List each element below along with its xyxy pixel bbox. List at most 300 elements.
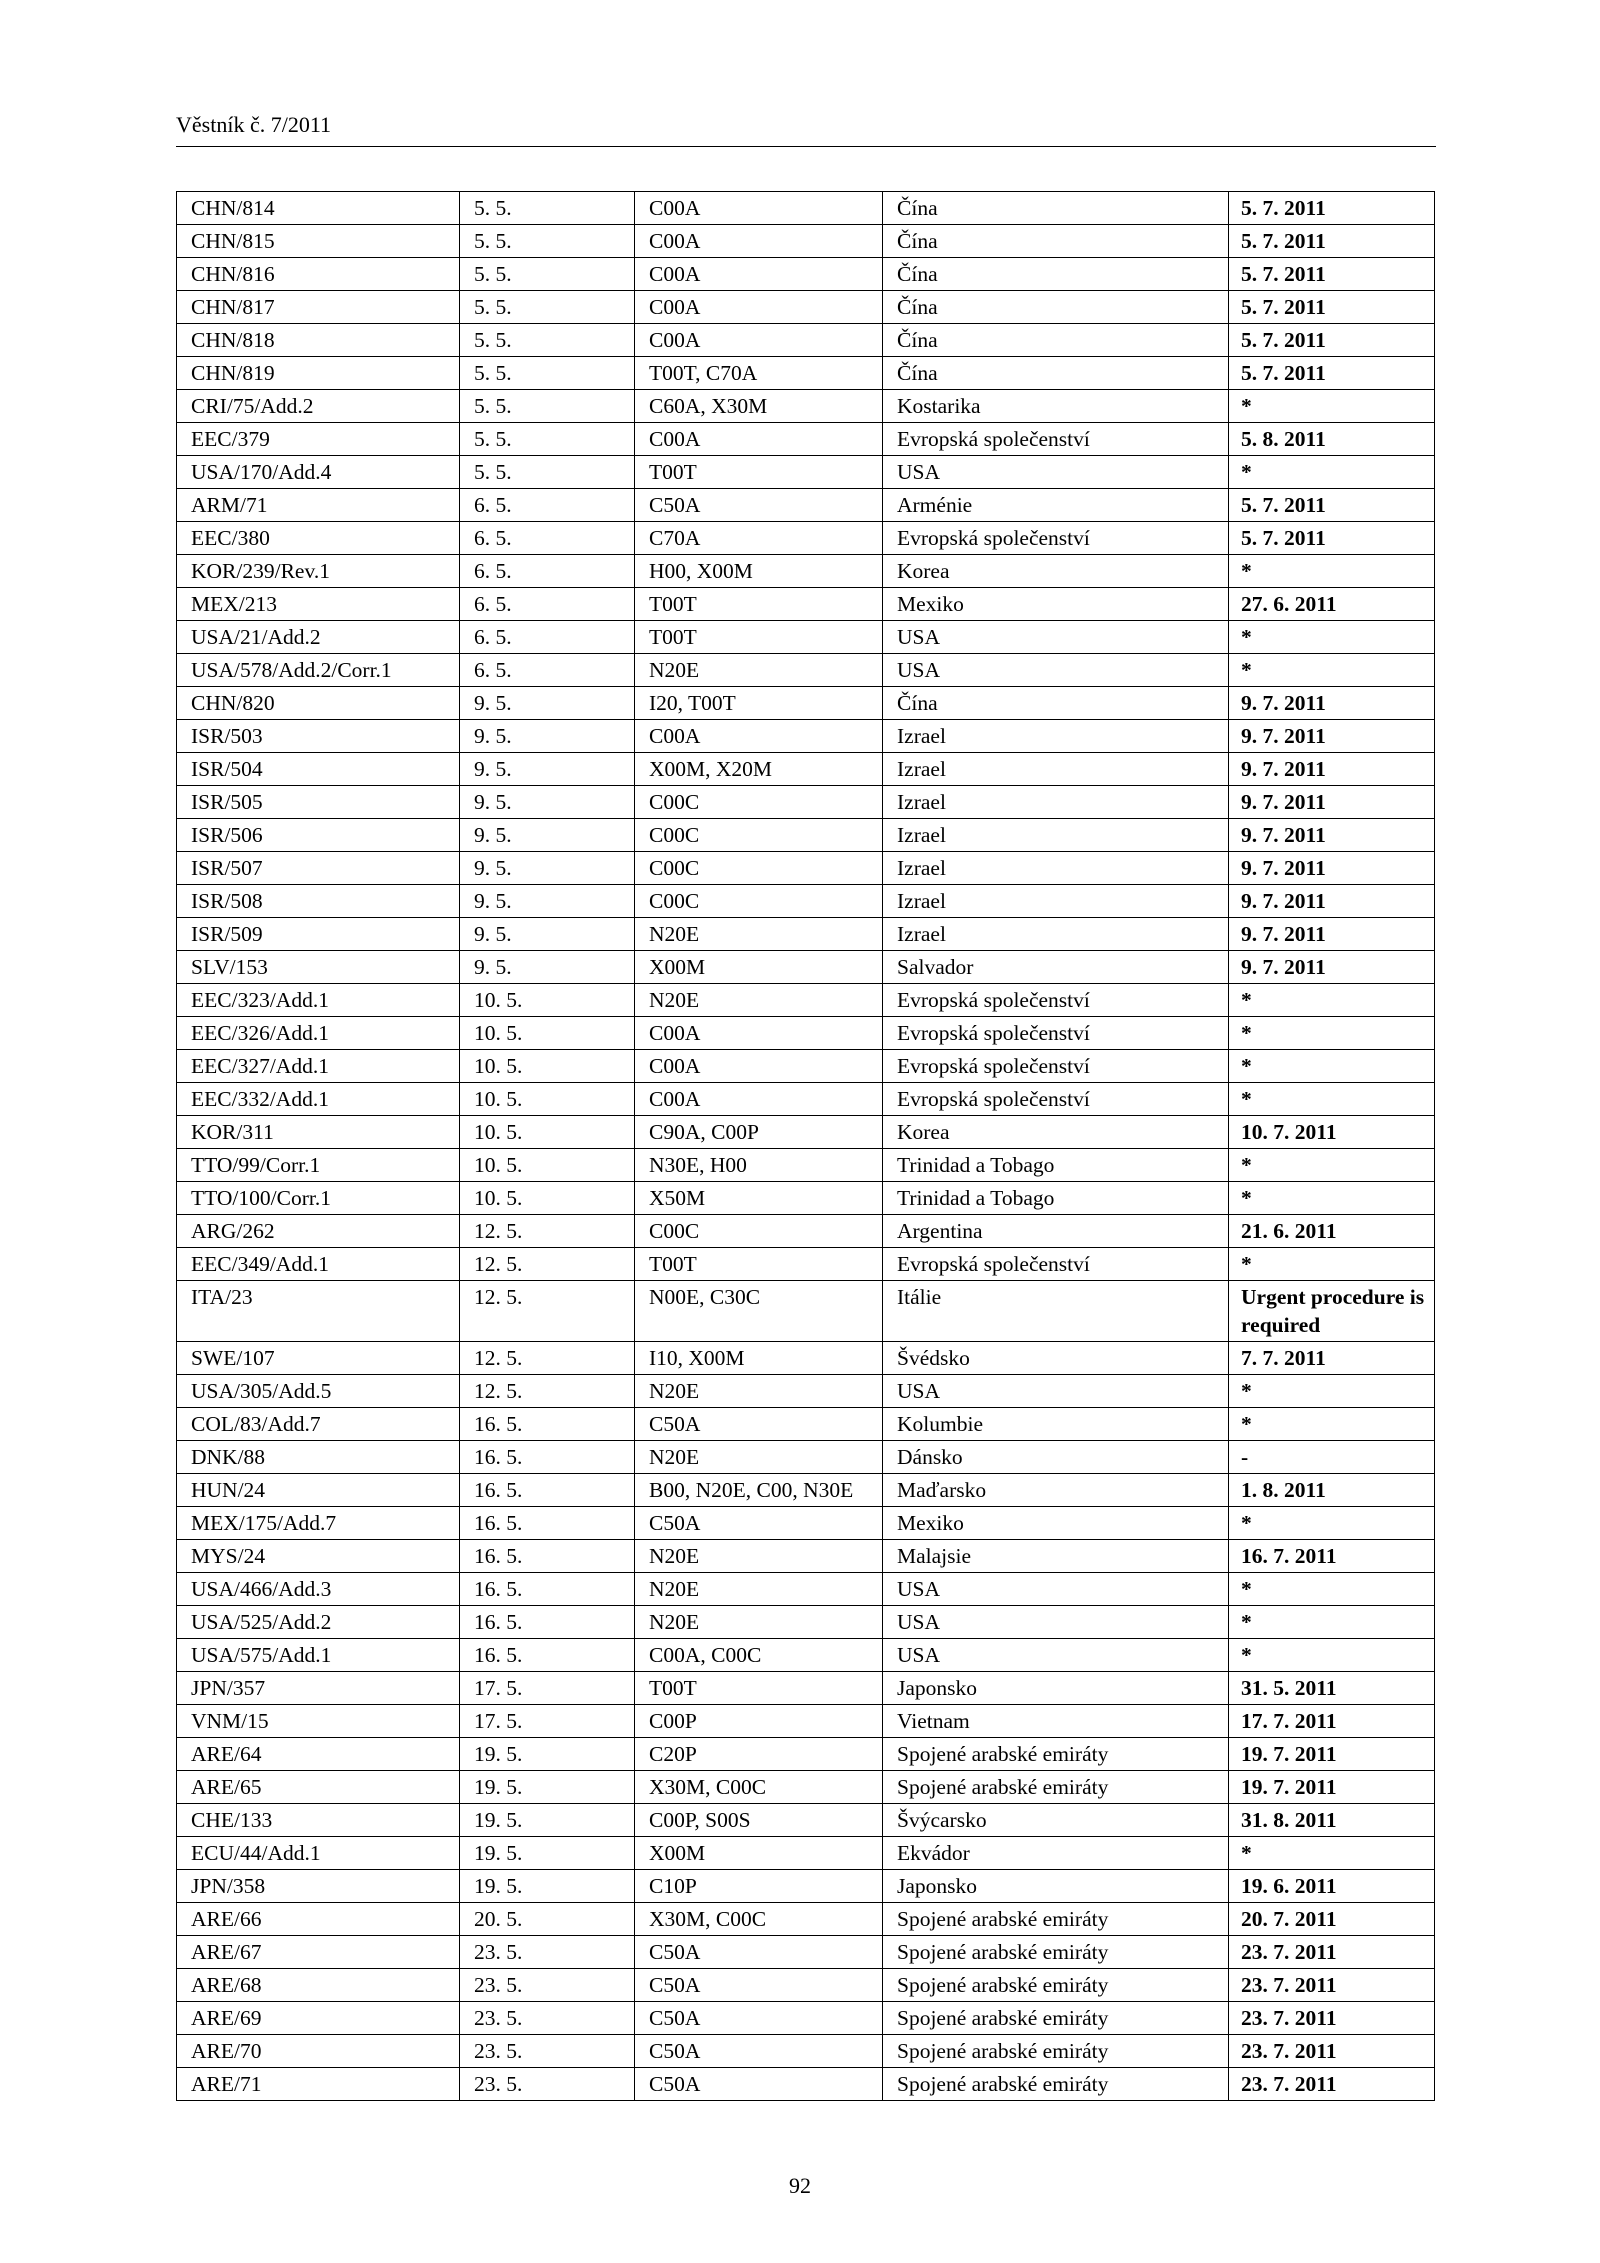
country-cell: Vietnam xyxy=(883,1705,1229,1738)
table-row xyxy=(177,357,1435,390)
table-row xyxy=(177,1116,1435,1149)
deadline-cell: * xyxy=(1229,1375,1435,1408)
document-code-cell: EEC/379 xyxy=(177,423,460,456)
document-code-cell: EEC/349/Add.1 xyxy=(177,1248,460,1281)
date-cell: 9. 5. xyxy=(460,687,635,720)
document-code-cell: ISR/505 xyxy=(177,786,460,819)
deadline-cell: 19. 7. 2011 xyxy=(1229,1738,1435,1771)
table-row xyxy=(177,1738,1435,1771)
table-row xyxy=(177,687,1435,720)
deadline-cell: 5. 7. 2011 xyxy=(1229,522,1435,555)
table-row xyxy=(177,819,1435,852)
country-cell: Spojené arabské emiráty xyxy=(883,2035,1229,2068)
product-code-cell: N20E xyxy=(635,1540,883,1573)
deadline-cell: * xyxy=(1229,1606,1435,1639)
country-cell: Malajsie xyxy=(883,1540,1229,1573)
table-row xyxy=(177,225,1435,258)
document-code-cell: ARE/70 xyxy=(177,2035,460,2068)
product-code-cell: C50A xyxy=(635,2035,883,2068)
document-code-cell: ISR/504 xyxy=(177,753,460,786)
document-code-cell: EEC/380 xyxy=(177,522,460,555)
date-cell: 5. 5. xyxy=(460,423,635,456)
document-code-cell: ARE/64 xyxy=(177,1738,460,1771)
country-cell: Spojené arabské emiráty xyxy=(883,1738,1229,1771)
product-code-cell: H00, X00M xyxy=(635,555,883,588)
product-code-cell: C50A xyxy=(635,2002,883,2035)
date-cell: 9. 5. xyxy=(460,885,635,918)
document-code-cell: USA/21/Add.2 xyxy=(177,621,460,654)
deadline-cell: 5. 7. 2011 xyxy=(1229,357,1435,390)
document-code-cell: DNK/88 xyxy=(177,1441,460,1474)
table-row xyxy=(177,192,1435,225)
deadline-cell: * xyxy=(1229,1149,1435,1182)
date-cell: 19. 5. xyxy=(460,1837,635,1870)
date-cell: 12. 5. xyxy=(460,1248,635,1281)
date-cell: 16. 5. xyxy=(460,1474,635,1507)
deadline-cell: * xyxy=(1229,456,1435,489)
deadline-cell: * xyxy=(1229,555,1435,588)
date-cell: 17. 5. xyxy=(460,1672,635,1705)
document-code-cell: USA/525/Add.2 xyxy=(177,1606,460,1639)
product-code-cell: X00M xyxy=(635,1837,883,1870)
document-code-cell: JPN/358 xyxy=(177,1870,460,1903)
product-code-cell: C00A xyxy=(635,192,883,225)
product-code-cell: C00P, S00S xyxy=(635,1804,883,1837)
product-code-cell: C60A, X30M xyxy=(635,390,883,423)
country-cell: USA xyxy=(883,1639,1229,1672)
document-code-cell: HUN/24 xyxy=(177,1474,460,1507)
date-cell: 12. 5. xyxy=(460,1375,635,1408)
date-cell: 6. 5. xyxy=(460,654,635,687)
table-row xyxy=(177,1936,1435,1969)
country-cell: USA xyxy=(883,456,1229,489)
date-cell: 6. 5. xyxy=(460,588,635,621)
product-code-cell: N20E xyxy=(635,1375,883,1408)
document-code-cell: CHN/815 xyxy=(177,225,460,258)
document-code-cell: USA/466/Add.3 xyxy=(177,1573,460,1606)
product-code-cell: C00A xyxy=(635,1017,883,1050)
table-row xyxy=(177,291,1435,324)
product-code-cell: N20E xyxy=(635,1441,883,1474)
product-code-cell: N30E, H00 xyxy=(635,1149,883,1182)
country-cell: Maďarsko xyxy=(883,1474,1229,1507)
table-row xyxy=(177,720,1435,753)
table-row xyxy=(177,324,1435,357)
document-code-cell: EEC/326/Add.1 xyxy=(177,1017,460,1050)
country-cell: USA xyxy=(883,1573,1229,1606)
product-code-cell: C00A xyxy=(635,720,883,753)
date-cell: 5. 5. xyxy=(460,324,635,357)
country-cell: Spojené arabské emiráty xyxy=(883,1771,1229,1804)
deadline-cell: * xyxy=(1229,1639,1435,1672)
product-code-cell: X50M xyxy=(635,1182,883,1215)
table-row xyxy=(177,1342,1435,1375)
deadline-cell: * xyxy=(1229,1083,1435,1116)
document-code-cell: VNM/15 xyxy=(177,1705,460,1738)
product-code-cell: N20E xyxy=(635,984,883,1017)
document-code-cell: CRI/75/Add.2 xyxy=(177,390,460,423)
table-row xyxy=(177,1804,1435,1837)
date-cell: 9. 5. xyxy=(460,753,635,786)
country-cell: Kostarika xyxy=(883,390,1229,423)
product-code-cell: N00E, C30C xyxy=(635,1281,883,1342)
table-row xyxy=(177,390,1435,423)
product-code-cell: C00C xyxy=(635,819,883,852)
document-code-cell: TTO/99/Corr.1 xyxy=(177,1149,460,1182)
deadline-cell: 19. 7. 2011 xyxy=(1229,1771,1435,1804)
date-cell: 10. 5. xyxy=(460,1182,635,1215)
date-cell: 5. 5. xyxy=(460,225,635,258)
table-row xyxy=(177,1903,1435,1936)
document-code-cell: MEX/213 xyxy=(177,588,460,621)
deadline-cell: 31. 8. 2011 xyxy=(1229,1804,1435,1837)
deadline-cell: * xyxy=(1229,621,1435,654)
deadline-cell: 5. 8. 2011 xyxy=(1229,423,1435,456)
date-cell: 23. 5. xyxy=(460,2035,635,2068)
table-row xyxy=(177,1705,1435,1738)
deadline-cell: Urgent procedure is required xyxy=(1229,1281,1435,1342)
country-cell: Korea xyxy=(883,555,1229,588)
country-cell: Itálie xyxy=(883,1281,1229,1342)
deadline-cell: * xyxy=(1229,984,1435,1017)
product-code-cell: C00C xyxy=(635,786,883,819)
deadline-cell: * xyxy=(1229,1182,1435,1215)
document-code-cell: EEC/332/Add.1 xyxy=(177,1083,460,1116)
product-code-cell: C00A xyxy=(635,225,883,258)
country-cell: Izrael xyxy=(883,918,1229,951)
table-row xyxy=(177,489,1435,522)
document-code-cell: ARM/71 xyxy=(177,489,460,522)
deadline-cell: 5. 7. 2011 xyxy=(1229,291,1435,324)
document-code-cell: CHN/814 xyxy=(177,192,460,225)
document-code-cell: SWE/107 xyxy=(177,1342,460,1375)
deadline-cell: * xyxy=(1229,1248,1435,1281)
table-row xyxy=(177,1083,1435,1116)
product-code-cell: C00A xyxy=(635,423,883,456)
country-cell: Japonsko xyxy=(883,1672,1229,1705)
country-cell: Čína xyxy=(883,258,1229,291)
product-code-cell: N20E xyxy=(635,654,883,687)
document-code-cell: MEX/175/Add.7 xyxy=(177,1507,460,1540)
table-row xyxy=(177,852,1435,885)
table-row xyxy=(177,1281,1435,1342)
country-cell: Trinidad a Tobago xyxy=(883,1182,1229,1215)
country-cell: Arménie xyxy=(883,489,1229,522)
document-code-cell: USA/305/Add.5 xyxy=(177,1375,460,1408)
table-row xyxy=(177,1375,1435,1408)
date-cell: 16. 5. xyxy=(460,1639,635,1672)
date-cell: 6. 5. xyxy=(460,489,635,522)
deadline-cell: 23. 7. 2011 xyxy=(1229,2068,1435,2101)
date-cell: 23. 5. xyxy=(460,1969,635,2002)
document-code-cell: COL/83/Add.7 xyxy=(177,1408,460,1441)
table-row xyxy=(177,1182,1435,1215)
date-cell: 6. 5. xyxy=(460,621,635,654)
document-code-cell: CHN/820 xyxy=(177,687,460,720)
document-code-cell: KOR/311 xyxy=(177,1116,460,1149)
product-code-cell: C50A xyxy=(635,1507,883,1540)
deadline-cell: 5. 7. 2011 xyxy=(1229,324,1435,357)
document-code-cell: ARE/66 xyxy=(177,1903,460,1936)
deadline-cell: 23. 7. 2011 xyxy=(1229,2035,1435,2068)
date-cell: 9. 5. xyxy=(460,918,635,951)
country-cell: Izrael xyxy=(883,852,1229,885)
date-cell: 10. 5. xyxy=(460,1116,635,1149)
document-code-cell: USA/170/Add.4 xyxy=(177,456,460,489)
date-cell: 16. 5. xyxy=(460,1573,635,1606)
country-cell: USA xyxy=(883,654,1229,687)
table-row xyxy=(177,951,1435,984)
deadline-cell: 31. 5. 2011 xyxy=(1229,1672,1435,1705)
country-cell: Spojené arabské emiráty xyxy=(883,1903,1229,1936)
date-cell: 16. 5. xyxy=(460,1606,635,1639)
country-cell: Izrael xyxy=(883,819,1229,852)
deadline-cell: - xyxy=(1229,1441,1435,1474)
deadline-cell: 23. 7. 2011 xyxy=(1229,1969,1435,2002)
country-cell: Evropská společenství xyxy=(883,423,1229,456)
document-code-cell: MYS/24 xyxy=(177,1540,460,1573)
deadline-cell: 9. 7. 2011 xyxy=(1229,951,1435,984)
table-row xyxy=(177,1837,1435,1870)
country-cell: Čína xyxy=(883,291,1229,324)
product-code-cell: B00, N20E, C00, N30E xyxy=(635,1474,883,1507)
deadline-cell: 19. 6. 2011 xyxy=(1229,1870,1435,1903)
date-cell: 23. 5. xyxy=(460,2068,635,2101)
document-code-cell: EEC/327/Add.1 xyxy=(177,1050,460,1083)
date-cell: 10. 5. xyxy=(460,1149,635,1182)
country-cell: Čína xyxy=(883,687,1229,720)
country-cell: Čína xyxy=(883,192,1229,225)
country-cell: Spojené arabské emiráty xyxy=(883,2068,1229,2101)
country-cell: Dánsko xyxy=(883,1441,1229,1474)
product-code-cell: C20P xyxy=(635,1738,883,1771)
document-code-cell: CHN/817 xyxy=(177,291,460,324)
document-code-cell: USA/575/Add.1 xyxy=(177,1639,460,1672)
document-code-cell: CHE/133 xyxy=(177,1804,460,1837)
deadline-cell: 9. 7. 2011 xyxy=(1229,885,1435,918)
document-code-cell: JPN/357 xyxy=(177,1672,460,1705)
date-cell: 19. 5. xyxy=(460,1738,635,1771)
country-cell: USA xyxy=(883,1606,1229,1639)
country-cell: Švýcarsko xyxy=(883,1804,1229,1837)
deadline-cell: 20. 7. 2011 xyxy=(1229,1903,1435,1936)
table-row xyxy=(177,2002,1435,2035)
table-row xyxy=(177,2035,1435,2068)
date-cell: 5. 5. xyxy=(460,456,635,489)
product-code-cell: X30M, C00C xyxy=(635,1771,883,1804)
table-row xyxy=(177,885,1435,918)
document-code-cell: ARE/67 xyxy=(177,1936,460,1969)
product-code-cell: C00A xyxy=(635,324,883,357)
date-cell: 9. 5. xyxy=(460,786,635,819)
country-cell: Japonsko xyxy=(883,1870,1229,1903)
country-cell: Evropská společenství xyxy=(883,1083,1229,1116)
document-code-cell: EEC/323/Add.1 xyxy=(177,984,460,1017)
product-code-cell: I10, X00M xyxy=(635,1342,883,1375)
date-cell: 5. 5. xyxy=(460,192,635,225)
date-cell: 23. 5. xyxy=(460,1936,635,1969)
table-row xyxy=(177,423,1435,456)
table-row xyxy=(177,1248,1435,1281)
date-cell: 5. 5. xyxy=(460,390,635,423)
country-cell: Izrael xyxy=(883,753,1229,786)
date-cell: 16. 5. xyxy=(460,1507,635,1540)
table-row xyxy=(177,1606,1435,1639)
country-cell: Evropská společenství xyxy=(883,1248,1229,1281)
table-row xyxy=(177,1969,1435,2002)
country-cell: Čína xyxy=(883,324,1229,357)
document-code-cell: TTO/100/Corr.1 xyxy=(177,1182,460,1215)
document-code-cell: CHN/819 xyxy=(177,357,460,390)
country-cell: Spojené arabské emiráty xyxy=(883,1936,1229,1969)
date-cell: 10. 5. xyxy=(460,1050,635,1083)
product-code-cell: I20, T00T xyxy=(635,687,883,720)
deadline-cell: 9. 7. 2011 xyxy=(1229,753,1435,786)
deadline-cell: 23. 7. 2011 xyxy=(1229,2002,1435,2035)
deadline-cell: 1. 8. 2011 xyxy=(1229,1474,1435,1507)
table-row xyxy=(177,1672,1435,1705)
date-cell: 10. 5. xyxy=(460,1017,635,1050)
deadline-cell: * xyxy=(1229,1017,1435,1050)
document-code-cell: ITA/23 xyxy=(177,1281,460,1342)
deadline-cell: 23. 7. 2011 xyxy=(1229,1936,1435,1969)
date-cell: 6. 5. xyxy=(460,522,635,555)
document-code-cell: USA/578/Add.2/Corr.1 xyxy=(177,654,460,687)
deadline-cell: * xyxy=(1229,1050,1435,1083)
table-row xyxy=(177,1017,1435,1050)
document-code-cell: KOR/239/Rev.1 xyxy=(177,555,460,588)
country-cell: Izrael xyxy=(883,786,1229,819)
country-cell: Kolumbie xyxy=(883,1408,1229,1441)
deadline-cell: * xyxy=(1229,1837,1435,1870)
deadline-cell: * xyxy=(1229,654,1435,687)
deadline-cell: * xyxy=(1229,1573,1435,1606)
date-cell: 12. 5. xyxy=(460,1281,635,1342)
country-cell: Evropská společenství xyxy=(883,984,1229,1017)
table-row xyxy=(177,753,1435,786)
deadline-cell: 27. 6. 2011 xyxy=(1229,588,1435,621)
country-cell: Evropská společenství xyxy=(883,1017,1229,1050)
country-cell: Spojené arabské emiráty xyxy=(883,1969,1229,2002)
date-cell: 5. 5. xyxy=(460,291,635,324)
product-code-cell: C00A xyxy=(635,258,883,291)
document-code-cell: ISR/503 xyxy=(177,720,460,753)
deadline-cell: 7. 7. 2011 xyxy=(1229,1342,1435,1375)
product-code-cell: C50A xyxy=(635,2068,883,2101)
country-cell: Ekvádor xyxy=(883,1837,1229,1870)
document-code-cell: CHN/816 xyxy=(177,258,460,291)
table-row xyxy=(177,1215,1435,1248)
date-cell: 9. 5. xyxy=(460,951,635,984)
deadline-cell: 9. 7. 2011 xyxy=(1229,852,1435,885)
deadline-cell: * xyxy=(1229,1408,1435,1441)
product-code-cell: C10P xyxy=(635,1870,883,1903)
deadline-cell: 16. 7. 2011 xyxy=(1229,1540,1435,1573)
date-cell: 10. 5. xyxy=(460,984,635,1017)
notification-table xyxy=(176,191,1435,2101)
deadline-cell: 5. 7. 2011 xyxy=(1229,225,1435,258)
product-code-cell: T00T xyxy=(635,621,883,654)
product-code-cell: X30M, C00C xyxy=(635,1903,883,1936)
table-row xyxy=(177,1573,1435,1606)
country-cell: Korea xyxy=(883,1116,1229,1149)
table-row xyxy=(177,621,1435,654)
product-code-cell: X00M xyxy=(635,951,883,984)
country-cell: Švédsko xyxy=(883,1342,1229,1375)
table-body xyxy=(177,192,1435,2101)
deadline-cell: 9. 7. 2011 xyxy=(1229,786,1435,819)
product-code-cell: X00M, X20M xyxy=(635,753,883,786)
document-code-cell: ISR/509 xyxy=(177,918,460,951)
product-code-cell: N20E xyxy=(635,1573,883,1606)
country-cell: Evropská společenství xyxy=(883,1050,1229,1083)
date-cell: 16. 5. xyxy=(460,1540,635,1573)
table-row xyxy=(177,1540,1435,1573)
table-row xyxy=(177,1149,1435,1182)
country-cell: USA xyxy=(883,621,1229,654)
country-cell: Trinidad a Tobago xyxy=(883,1149,1229,1182)
table-row xyxy=(177,258,1435,291)
table-row xyxy=(177,1771,1435,1804)
date-cell: 19. 5. xyxy=(460,1771,635,1804)
country-cell: Čína xyxy=(883,357,1229,390)
product-code-cell: T00T xyxy=(635,1248,883,1281)
table-row xyxy=(177,522,1435,555)
deadline-cell: * xyxy=(1229,390,1435,423)
country-cell: Izrael xyxy=(883,720,1229,753)
deadline-cell: 5. 7. 2011 xyxy=(1229,192,1435,225)
table-row xyxy=(177,1474,1435,1507)
document-code-cell: ISR/506 xyxy=(177,819,460,852)
table-row xyxy=(177,555,1435,588)
page-number: 92 xyxy=(789,2173,811,2198)
document-code-cell: ARE/68 xyxy=(177,1969,460,2002)
product-code-cell: N20E xyxy=(635,1606,883,1639)
table-row xyxy=(177,984,1435,1017)
deadline-cell: * xyxy=(1229,1507,1435,1540)
table-row xyxy=(177,1870,1435,1903)
document-code-cell: ARE/65 xyxy=(177,1771,460,1804)
product-code-cell: C00P xyxy=(635,1705,883,1738)
document-code-cell: CHN/818 xyxy=(177,324,460,357)
product-code-cell: T00T xyxy=(635,588,883,621)
product-code-cell: C00C xyxy=(635,885,883,918)
product-code-cell: C00A xyxy=(635,1050,883,1083)
deadline-cell: 9. 7. 2011 xyxy=(1229,687,1435,720)
date-cell: 9. 5. xyxy=(460,720,635,753)
product-code-cell: C00A xyxy=(635,291,883,324)
deadline-cell: 9. 7. 2011 xyxy=(1229,819,1435,852)
table-row xyxy=(177,786,1435,819)
country-cell: Argentina xyxy=(883,1215,1229,1248)
date-cell: 9. 5. xyxy=(460,819,635,852)
product-code-cell: C50A xyxy=(635,1969,883,2002)
product-code-cell: N20E xyxy=(635,918,883,951)
country-cell: Evropská společenství xyxy=(883,522,1229,555)
document-code-cell: SLV/153 xyxy=(177,951,460,984)
date-cell: 20. 5. xyxy=(460,1903,635,1936)
table-row xyxy=(177,456,1435,489)
date-cell: 6. 5. xyxy=(460,555,635,588)
product-code-cell: T00T xyxy=(635,456,883,489)
document-code-cell: ARE/69 xyxy=(177,2002,460,2035)
date-cell: 5. 5. xyxy=(460,357,635,390)
date-cell: 12. 5. xyxy=(460,1215,635,1248)
deadline-cell: 9. 7. 2011 xyxy=(1229,720,1435,753)
bulletin-title: Věstník č. 7/2011 xyxy=(176,112,331,137)
table-row xyxy=(177,1441,1435,1474)
date-cell: 23. 5. xyxy=(460,2002,635,2035)
